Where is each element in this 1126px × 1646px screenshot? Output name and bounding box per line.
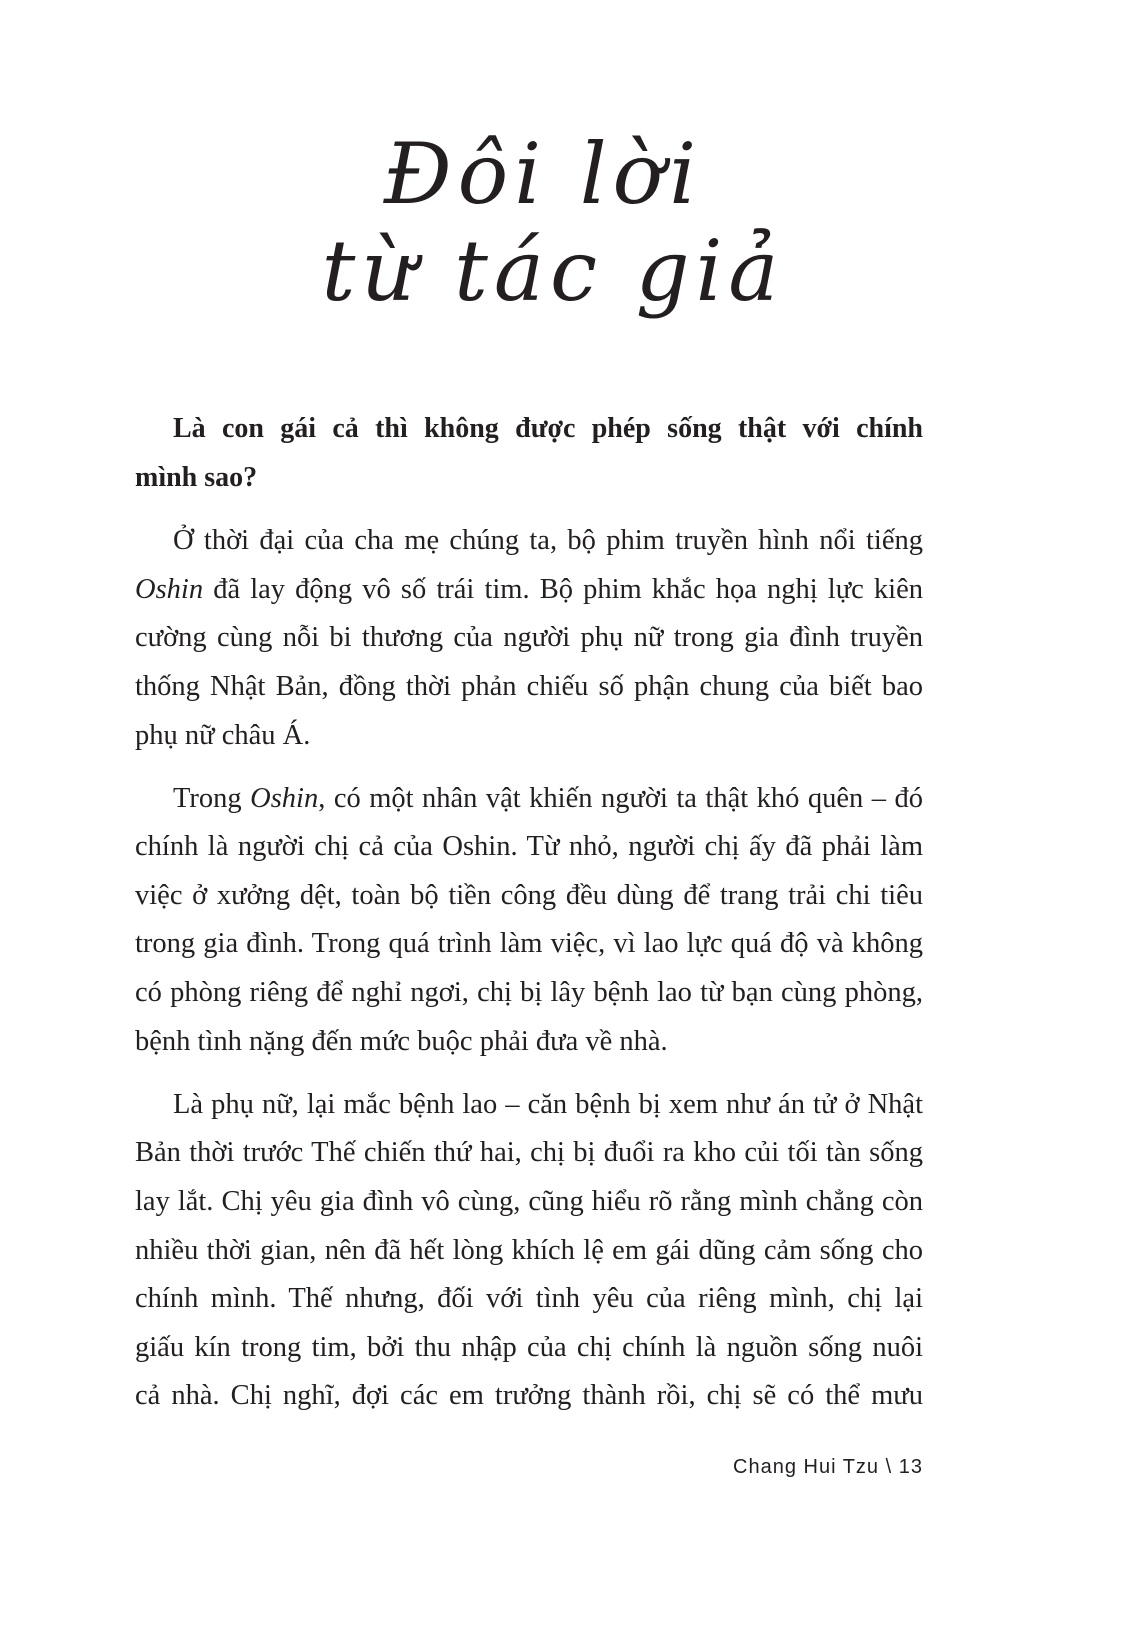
text-segment: bệnh tình nặng đến mức buộc phải đưa về nhà. xyxy=(135,1025,668,1057)
text-segment: chính là người chị cả của Oshin. Từ nhỏ, người chị ấy đã phải làm xyxy=(135,831,923,863)
footer-separator: \ xyxy=(885,1456,893,1478)
text-segment: Bản thời trước Thế chiến thứ hai, chị bị đuổi ra kho củi tối tàn sống xyxy=(135,1137,923,1169)
chapter-title-line-1: Đôi lời xyxy=(383,125,703,223)
text-line xyxy=(135,663,923,712)
running-footer xyxy=(733,1456,923,1479)
italic-title: Oshin xyxy=(135,573,204,605)
footer-author: Chang Hui Tzu xyxy=(733,1456,880,1478)
text-line xyxy=(135,872,923,921)
text-line xyxy=(135,454,923,503)
text-segment: chính mình. Thế nhưng, đối với tình yêu của riêng mình, chị lại xyxy=(135,1283,923,1315)
text-segment: việc ở xưởng dệt, toàn bộ tiền công đều dùng để trang trải chi tiêu xyxy=(135,879,923,911)
text-segment: cường cùng nỗi bi thương của người phụ nữ trong gia đình truyền xyxy=(135,622,923,654)
text-line xyxy=(135,1324,923,1373)
text-line xyxy=(135,566,923,615)
lead-question xyxy=(135,405,923,502)
text-segment: phụ nữ châu Á. xyxy=(135,719,311,751)
text-line xyxy=(135,405,923,454)
text-segment: lay lắt. Chị yêu gia đình vô cùng, cũng hiểu rõ rằng mình chẳng còn xyxy=(135,1185,923,1217)
text-segment: Ở thời đại của cha mẹ chúng ta, bộ phim truyền hình nổi tiếng xyxy=(173,525,923,557)
text-line xyxy=(135,969,923,1018)
body-text xyxy=(135,405,923,1435)
text-line xyxy=(135,1227,923,1276)
text-line xyxy=(135,1081,923,1130)
text-line xyxy=(135,1018,923,1067)
text-line xyxy=(135,517,923,566)
text-line xyxy=(135,1129,923,1178)
italic-title: Oshin xyxy=(250,782,319,814)
text-segment: cả nhà. Chị nghĩ, đợi các em trưởng thành rồi, chị sẽ có thể mưu xyxy=(135,1380,923,1412)
text-segment: có phòng riêng để nghỉ ngơi, chị bị lây bệnh lao từ bạn cùng phòng, xyxy=(135,977,923,1009)
page-number: 13 xyxy=(898,1456,923,1478)
text-segment: , có một nhân vật khiến người ta thật khó quên – đó xyxy=(318,782,923,814)
text-line xyxy=(135,823,923,872)
text-segment: giấu kín trong tim, bởi thu nhập của chị chính là nguồn sống nuôi xyxy=(135,1331,923,1363)
text-line xyxy=(135,1372,923,1421)
text-line xyxy=(135,614,923,663)
paragraph xyxy=(135,775,923,1067)
paragraph xyxy=(135,517,923,760)
text-segment: Trong xyxy=(173,782,251,814)
text-segment: Là con gái cả thì không được phép sống thật với chính xyxy=(173,413,923,444)
paragraph xyxy=(135,1081,923,1421)
text-segment: thống Nhật Bản, đồng thời phản chiếu số phận chung của biết bao xyxy=(135,670,923,702)
text-line xyxy=(135,775,923,824)
text-line xyxy=(135,1275,923,1324)
text-segment: Là phụ nữ, lại mắc bệnh lao – căn bệnh bị xem như án tử ở Nhật xyxy=(173,1088,923,1120)
text-segment: nhiều thời gian, nên đã hết lòng khích lệ em gái dũng cảm sống cho xyxy=(135,1234,923,1266)
text-segment: mình sao? xyxy=(135,461,258,493)
chapter-title-line-2: từ tác giả xyxy=(321,222,785,320)
text-segment: trong gia đình. Trong quá trình làm việc, vì lao lực quá độ và không xyxy=(135,928,923,960)
text-segment: đã lay động vô số trái tim. Bộ phim khắc họa nghị lực kiên xyxy=(203,573,923,605)
text-line xyxy=(135,712,923,761)
text-line xyxy=(135,920,923,969)
text-line xyxy=(135,1178,923,1227)
